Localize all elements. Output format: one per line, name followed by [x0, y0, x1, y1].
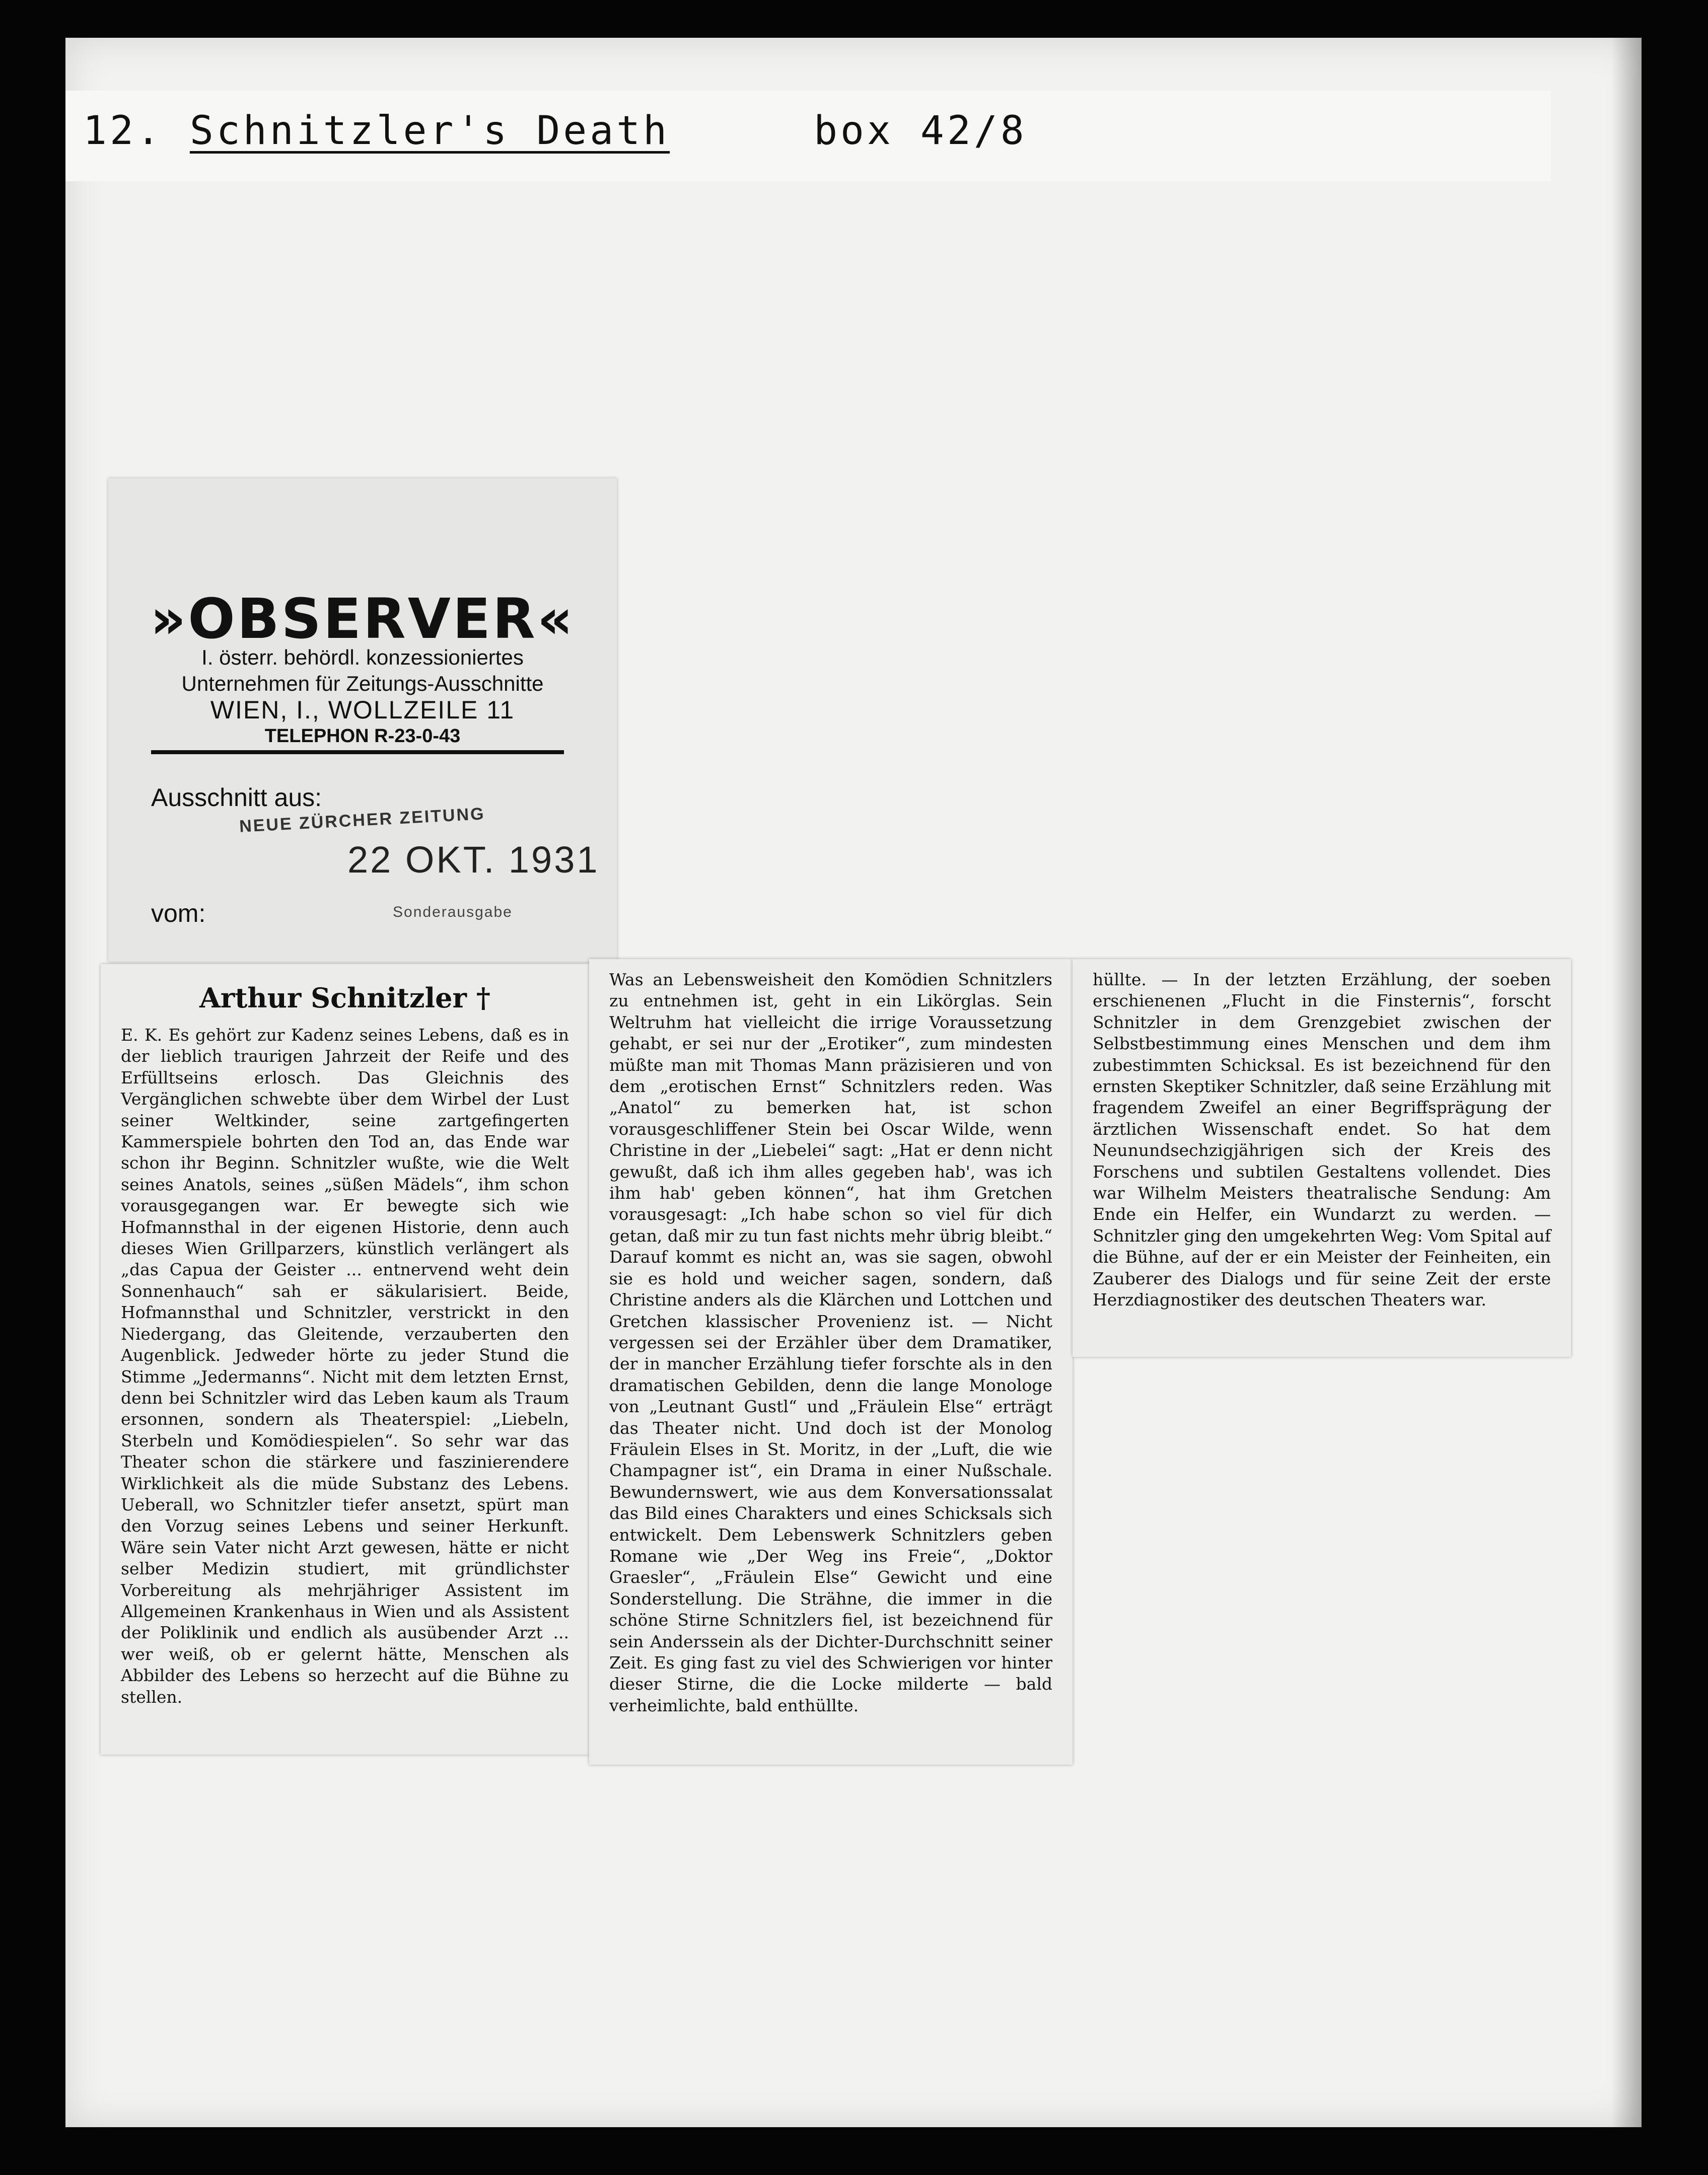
folder-title: Schnitzler's Death [189, 108, 670, 154]
folder-label [83, 108, 1027, 154]
article-text-col-2: Was an Lebensweisheit den Komödien Schnitzlers zu entnehmen ist, geht in ein Likörglas. Sein Weltruhm hat vielleicht die irrige Voraussetzung gehabt, er sei nur der „Erotiker“, zum mindesten müßte man mit Thomas Mann präzisieren und von dem „erotischen Ernst“ Schnitzlers reden. Was „Anatol“ zu bemerken hat, ist schon vorausgeschliffener Stein bei Oscar Wilde, wenn Christine in der „Liebelei“ sagt: „Hat er denn nicht gewußt, daß ich ihm alles gegeben hab', was ich ihm hab' geben können“, hat ihm Gretchen vorausgesagt: „Ich habe schon so viel für dich getan, daß mir zu tun fast nichts mehr übrig bleibt.“ Darauf kommt es nicht an, was sie sagen, obwohl sie es hold und weicher sagen, sondern, daß Christine anders als die Klärchen und Lottchen und Gretchen klassischer Provenienz ist. — Nicht vergessen sei der Erzähler über dem Dramatiker, der in mancher Erzählung tiefer forschte als in den dramatischen Gebilden, denn die lange Monologe von „Leutnant Gustl“ und „Fräulein Else“ erträgt das Theater nicht. Und doch ist der Monolog Fräulein Elses in St. Moritz, in der „Luft, die wie Champagner ist“, ein Drama in einer Nußschale. Bewundernswert, wie aus dem Konversationssalat das Bild eines Charakters und eines Schicksals sich entwickelt. Dem Lebenswerk Schnitzlers geben Romane wie „Der Weg ins Freie“, „Doktor Graesler“, „Fräulein Else“ Gewicht und eine Sonderstellung. Die Strähne, die immer in die schöne Stirne Schnitzlers fiel, ist bezeichnend für sein Anderssein als der Dichter-Durchschnitt seiner Zeit. Es ging fast zu viel des Schwierigen vor hinter dieser Stirne, die die Locke milderte — bald verheimlichte, bald enthüllte. [609, 970, 1052, 1715]
box-number: box 42/8 [814, 108, 1027, 154]
observer-line-1: I. österr. behördl. konzessioniertes [201, 645, 524, 669]
observer-address-block [149, 644, 577, 749]
article-title: Arthur Schnitzler † [199, 982, 490, 1014]
newspaper-stamp: NEUE ZÜRCHER ZEITUNG [239, 804, 486, 836]
observer-address: WIEN, I., WOLLZEILE 11 [210, 696, 515, 724]
observer-logo: »OBSERVER« [150, 587, 575, 651]
article-column-1 [101, 964, 589, 1755]
date-stamp: 22 OKT. 1931 [347, 839, 600, 881]
article-text-col-1: E. K. Es gehört zur Kadenz seines Lebens, daß es in der lieblich traurigen Jahrzeit der Reife und des Erfülltseins erlosch. Das Gleichnis des Vergänglichen schwebte über dem Wirbel der Lust seiner Weltkinder, seine zartgefingerten Kammerspiele bohrten den Tod an, das Ende war schon ihr Beginn. Schnitzler wußte, wie die Welt seines Anatols, seines „süßen Mädels“, ihm schon vorausgegangen war. Er bewegte sich wie Hofmannsthal in der eigenen Historie, denn auch dieses Wien Grillparzers, künstlich verlängert als „das Capua der Geister ... entnervend weht dein Sonnenhauch“ sah er säkularisiert. Beide, Hofmannsthal und Schnitzler, verstrickt in den Niedergang, das Gleitende, verzauberten den Augenblick. Jedweder hörte zu jeder Stund die Stimme „Jedermanns“. Nicht mit dem letzten Ernst, denn bei Schnitzler wird das Leben kaum als Traum ersonnen, sondern als Theaterspiel: „Liebeln, Sterbeln und Komödiespielen“. So sehr war das Theater schon die stärkere und faszinierendere Wirklichkeit als die müde Substanz des Lebens. Ueberall, wo Schnitzler tiefer ansetzt, spürt man den Vorzug seines Lebens und seiner Herkunft. Wäre sein Vater nicht Arzt gewesen, hätte er nicht selber Medizin studiert, mit gründlichster Vorbereitung als mehrjähriger Assistent im Allgemeinen Krankenhaus in Wien und als Assistent der Poliklinik und endlich als ausübender Arzt ... wer weiß, ob er gelernt hätte, Menschen als Abbilder des Lebens so herzecht auf die Bühne zu stellen. [121, 1025, 569, 1707]
article-column-2 [589, 959, 1073, 1765]
clip-source-label: Ausschnitt aus: [151, 783, 322, 812]
edition-stamp: Sonderausgabe [393, 904, 513, 920]
observer-clipping-slip [108, 478, 617, 962]
folder-number: 12. [83, 108, 163, 154]
observer-line-2: Unternehmen für Zeitungs-Ausschnitte [181, 672, 544, 695]
observer-telephone: TELEPHON R-23-0-43 [264, 726, 461, 747]
observer-rule [151, 750, 564, 754]
clip-date-label: vom: [151, 899, 206, 927]
article-column-3 [1073, 959, 1571, 1357]
article-text-col-3: hüllte. — In der letzten Erzählung, der soeben erschienenen „Flucht in die Finsternis“, forscht Schnitzler in dem Grenzgebiet zwischen der Selbstbestimmung eines Menschen und dem ihm zubestimmten Schicksal. Es ist bezeichnend für den ernsten Skeptiker Schnitzler, daß seine Erzählung mit fragendem Zweifel an einer Begriffsprägung der ärztlichen Wissenschaft endet. So hat dem Neunundsechzigjährigen sich der Kreis des Forschens und subtilen Gestaltens vollendet. Dies war Wilhelm Meisters theatralische Sendung: Am Ende ein Helfer, ein Wundarzt zu werden. — Schnitzler ging den umgekehrten Weg: Vom Spital auf die Bühne, auf der er ein Meister der Feinheiten, ein Zauberer des Dialogs und für seine Zeit der erste Herzdiagnostiker des deutschen Theaters war. [1093, 970, 1551, 1310]
